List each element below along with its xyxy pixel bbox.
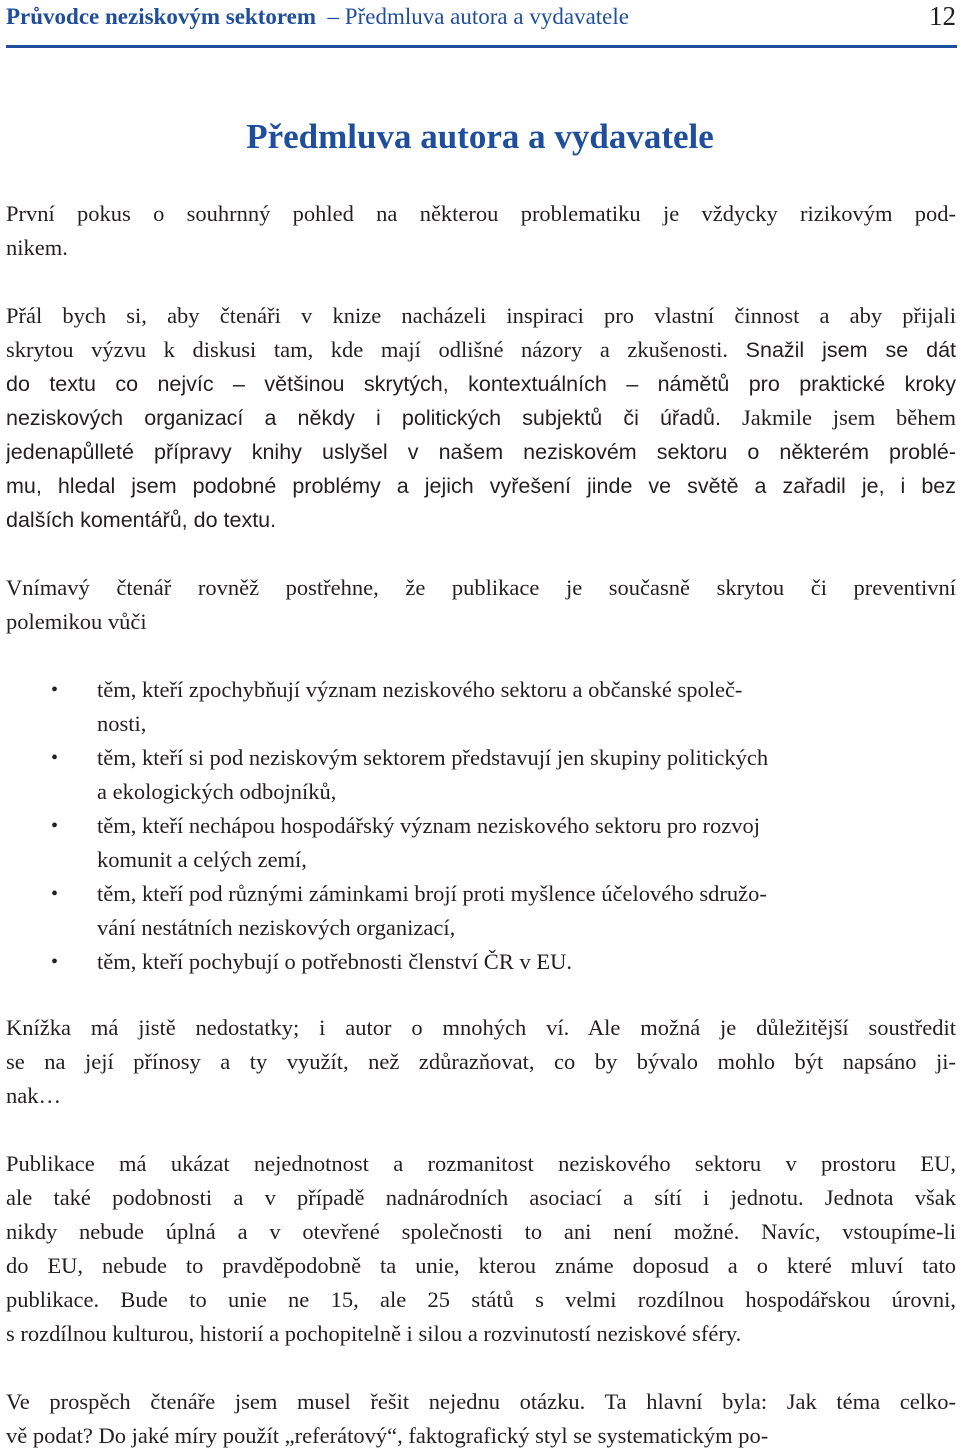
text-segment: nikdy nebude úplná a v otevřené společnosti to ani není možné. Navíc, vstoupíme-li xyxy=(6,1219,956,1244)
text-line xyxy=(6,1147,956,1181)
text-segment: nak… xyxy=(6,1083,61,1108)
bullet-icon: • xyxy=(51,883,59,905)
list-item-line: těm, kteří zpochybňují význam neziskového sektoru a občanské společ- xyxy=(97,677,743,702)
text-line xyxy=(6,1181,956,1215)
text-segment: Knížka má jistě nedostatky; i autor o mnohých ví. Ale možná je důležitější soustředit xyxy=(6,1015,956,1040)
list-item xyxy=(6,673,956,741)
header-rule xyxy=(6,45,957,48)
text-segment: Přál bych si, aby čtenáři v knize nacházeli inspiraci pro vlastní činnost a aby přijali xyxy=(6,303,956,328)
paragraph-polemic xyxy=(6,571,956,639)
paragraph-intro xyxy=(6,197,956,265)
text-segment: jedenapůlleté přípravy knihy uslyšel v našem neziskovém sektoru o některém problé- xyxy=(6,440,956,464)
text-segment: mu, hledal jsem podobné problémy a jejich vyřešení jinde ve světě a zařadil je, i bez xyxy=(6,474,956,498)
text-line xyxy=(6,571,956,605)
text-segment: nikem. xyxy=(6,235,68,260)
text-line xyxy=(6,1045,956,1079)
text-line xyxy=(6,401,956,435)
text-segment: s rozdílnou kulturou, historií a pochopitelně i silou a rozvinutostí neziskové sféry. xyxy=(6,1321,742,1346)
paragraph-shortcomings xyxy=(6,1011,956,1113)
text-segment: ale také podobnosti a v případě nadnárodních asociací a sítí i jednotu. Jednota však xyxy=(6,1185,956,1210)
text-line xyxy=(6,1011,956,1045)
text-line xyxy=(6,1249,956,1283)
bullet-icon: • xyxy=(51,679,59,701)
text-line xyxy=(6,1419,956,1453)
text-segment: do textu co nejvíc – většinou skrytých, kontextuálních – námětů pro praktické kroky xyxy=(6,372,956,396)
text-line xyxy=(6,469,956,503)
list-item-line: těm, kteří pod různými záminkami brojí proti myšlence účelového sdružo- xyxy=(97,881,767,906)
running-header xyxy=(6,0,956,34)
text-segment: dalších komentářů, do textu. xyxy=(6,508,277,532)
text-segment: vě podat? Do jaké míry použít „referátový“, faktografický styl se systematickým po- xyxy=(6,1423,769,1448)
text-line xyxy=(6,1283,956,1317)
text-segment: do EU, nebude to pravděpodobně ta unie, kterou známe doposud a o které mluví tato xyxy=(6,1253,956,1278)
list-item-line: nosti, xyxy=(97,711,147,736)
list-item xyxy=(6,741,956,809)
text-line xyxy=(6,1385,956,1419)
bullet-icon: • xyxy=(51,815,59,837)
bullet-icon: • xyxy=(51,951,59,973)
running-header-titles: Průvodce neziskovým sektorem – Předmluva autora a vydavatele xyxy=(6,4,629,29)
paragraph-reader xyxy=(6,1385,956,1453)
text-line xyxy=(6,333,956,367)
list-item-line: těm, kteří nechápou hospodářský význam neziskového sektoru pro rozvoj xyxy=(97,813,760,838)
text-segment: Snažil jsem se dát xyxy=(745,338,956,362)
text-line xyxy=(6,1317,956,1351)
list-item-line: těm, kteří pochybují o potřebnosti členství ČR v EU. xyxy=(97,949,572,974)
page-title: Předmluva autora a vydavatele xyxy=(246,117,714,156)
text-segment: se na její přínosy a ty využít, než zdůrazňovat, co by bývalo mohlo být napsáno ji- xyxy=(6,1049,956,1074)
list-item xyxy=(6,877,956,945)
paragraph-wish xyxy=(6,299,956,537)
text-segment: Vnímavý čtenář rovněž postřehne, že publikace je současně skrytou či preventivní xyxy=(6,575,956,600)
text-segment: publikace. Bude to unie ne 15, ale 25 států s velmi rozdílnou hospodářskou úrovni, xyxy=(6,1287,956,1312)
list-item xyxy=(6,809,956,877)
text-line xyxy=(6,231,956,265)
text-line xyxy=(6,197,956,231)
list-item-line: komunit a celých zemí, xyxy=(97,847,307,872)
list-item-line: vání nestátních neziskových organizací, xyxy=(97,915,456,940)
text-segment: Jakmile jsem během xyxy=(742,405,956,430)
page-number: 12 xyxy=(929,1,956,31)
text-line xyxy=(6,1079,956,1113)
text-segment: polemikou vůči xyxy=(6,609,147,634)
list-item-line: těm, kteří si pod neziskovým sektorem představují jen skupiny politických xyxy=(97,745,769,770)
section-title: Předmluva autora a vydavatele xyxy=(344,4,629,29)
paragraph-eu xyxy=(6,1147,956,1351)
text-line xyxy=(6,503,956,537)
text-segment: neziskových organizací a někdy i politických subjektů či úřadů. xyxy=(6,406,743,430)
text-line xyxy=(6,1215,956,1249)
book-title: Průvodce neziskovým sektorem xyxy=(6,4,317,29)
text-line xyxy=(6,299,956,333)
text-segment: První pokus o souhrnný pohled na některou problematiku je vždycky rizikovým pod- xyxy=(6,201,956,226)
text-segment: Publikace má ukázat nejednotnost a rozmanitost neziskového sektoru v prostoru EU, xyxy=(6,1151,956,1176)
list-item xyxy=(6,945,956,979)
text-line xyxy=(6,367,956,401)
text-line xyxy=(6,605,956,639)
list-item-line: a ekologických odbojníků, xyxy=(97,779,337,804)
text-segment: Ve prospěch čtenáře jsem musel řešit nejednu otázku. Ta hlavní byla: Jak téma celko- xyxy=(6,1389,956,1414)
text-segment: skrytou výzvu k diskusi tam, kde mají odlišné názory a zkušenosti. xyxy=(6,337,746,362)
bullet-icon: • xyxy=(51,747,59,769)
text-line xyxy=(6,435,956,469)
bullet-list xyxy=(6,673,956,979)
